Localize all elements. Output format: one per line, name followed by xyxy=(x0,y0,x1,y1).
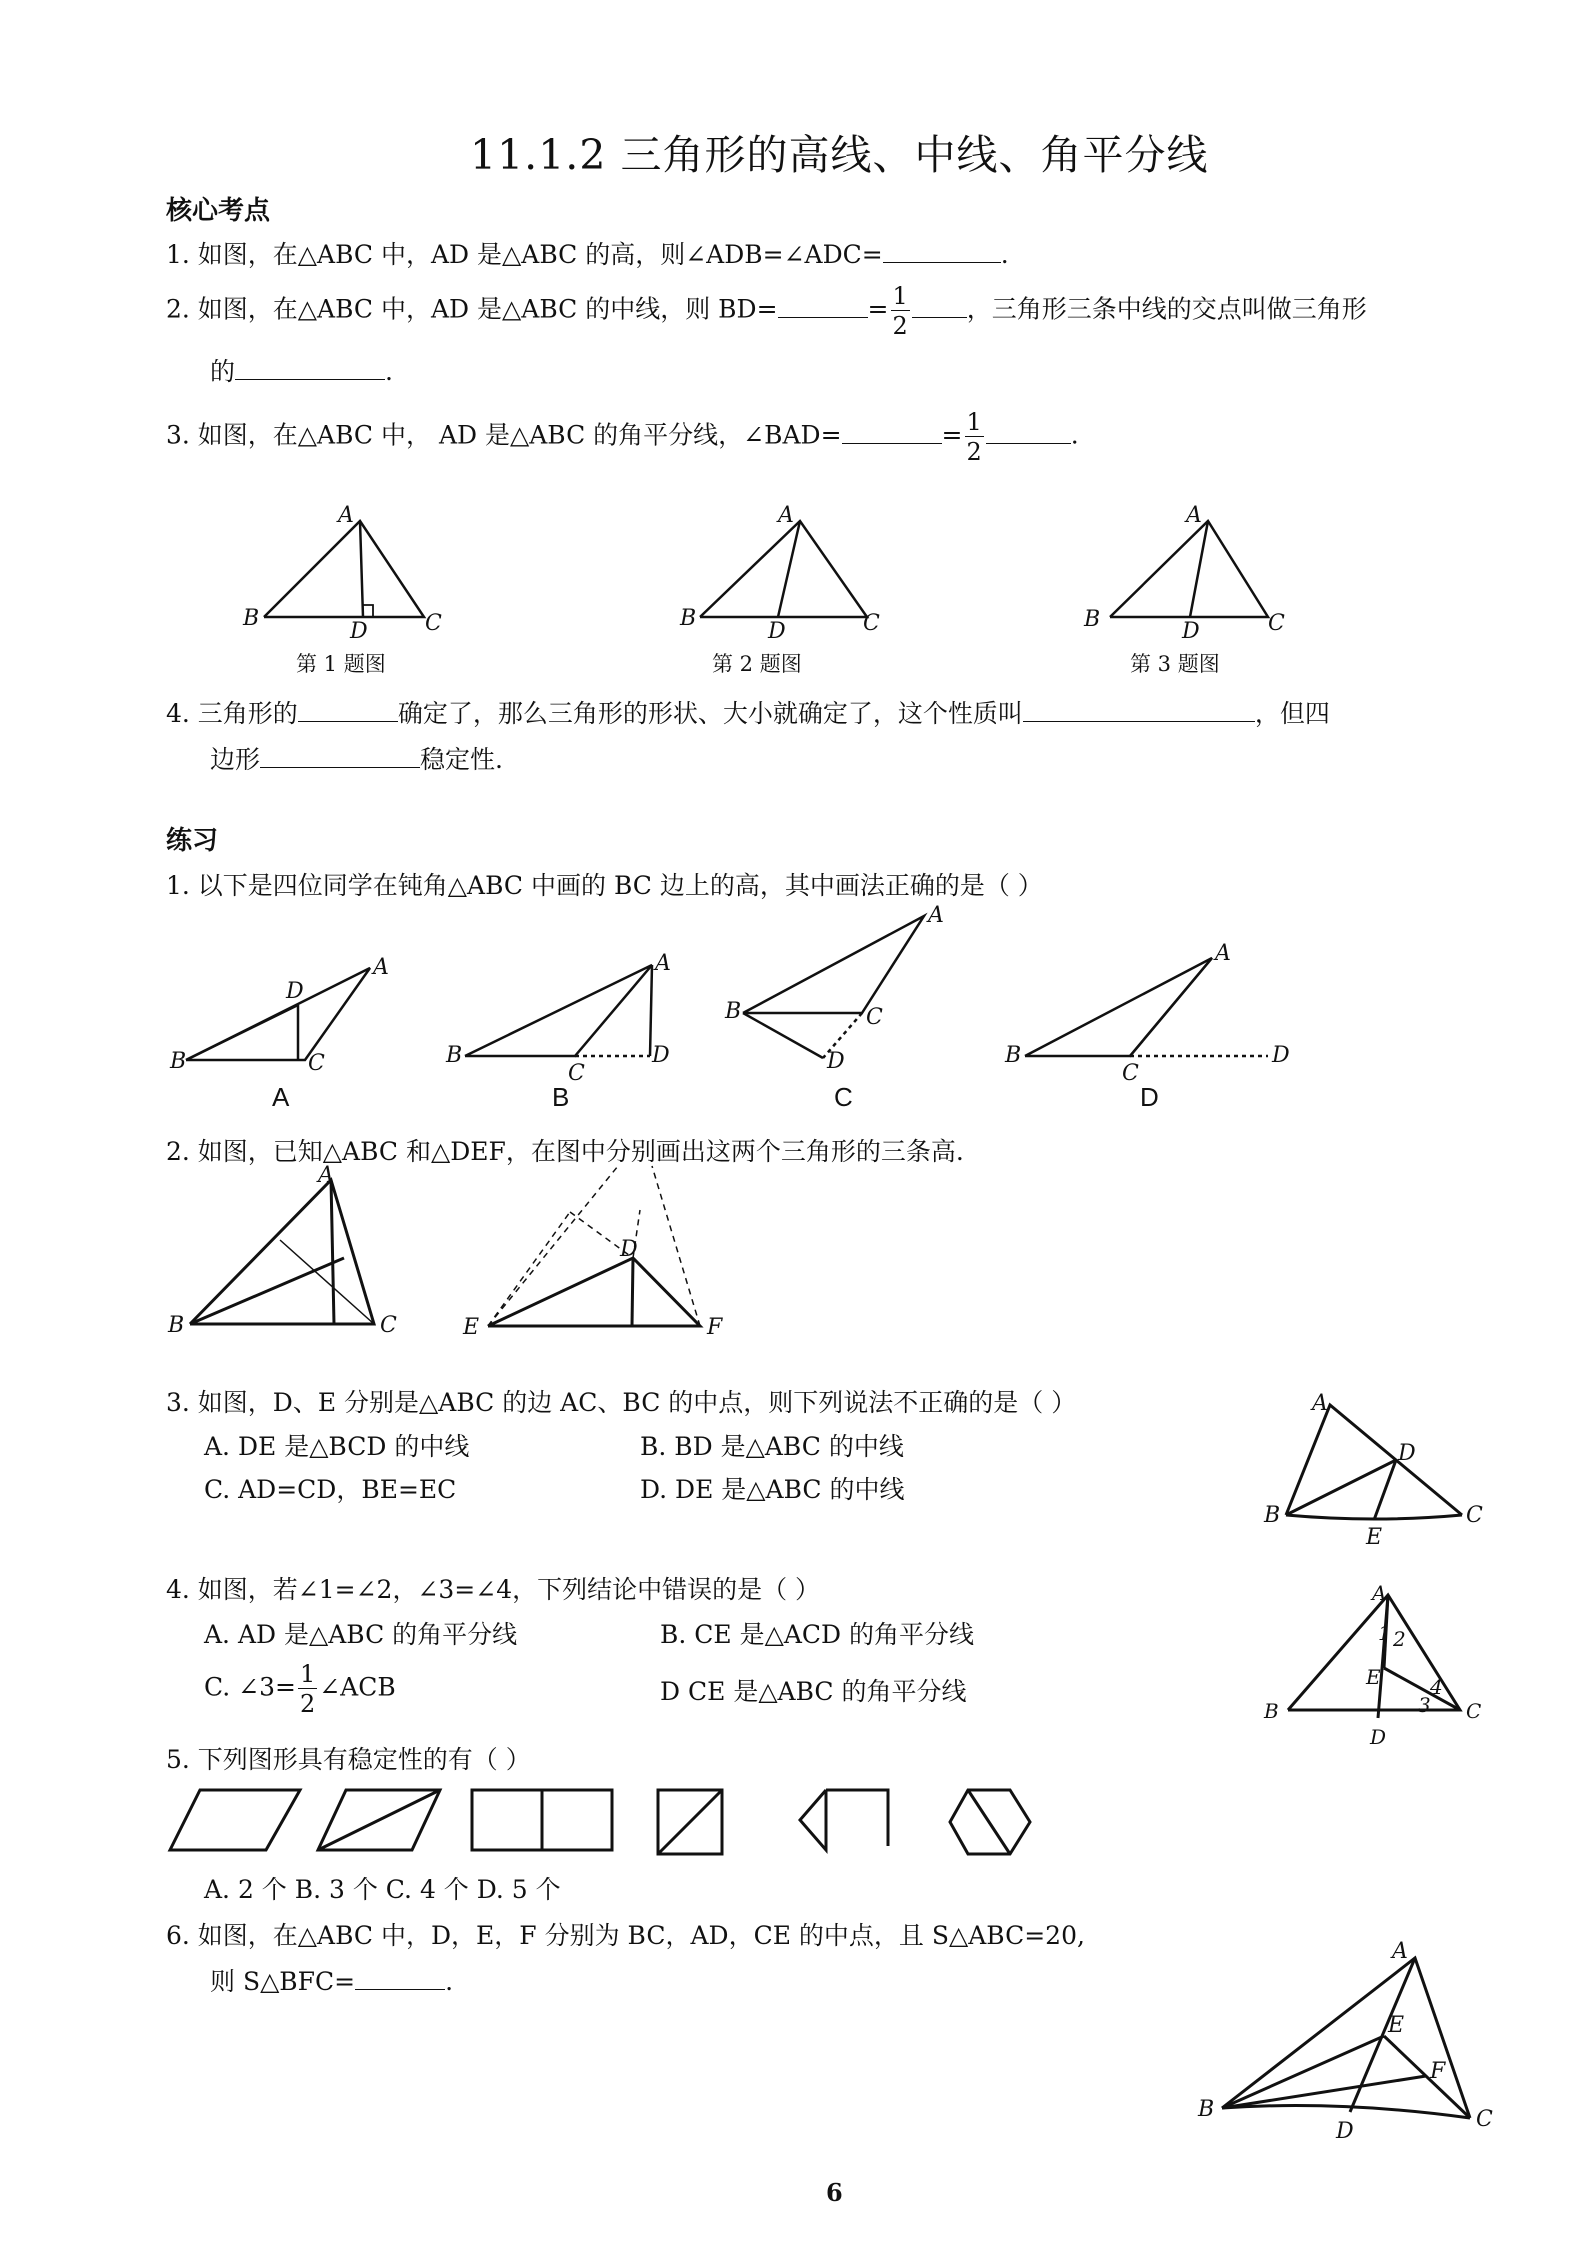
svg-text:E: E xyxy=(463,1315,480,1340)
svg-text:B: B xyxy=(1084,607,1101,632)
svg-text:A: A xyxy=(373,955,389,980)
core-q3-text: 3. 如图，在△ABC 中， AD 是△ABC 的角平分线，∠BAD= xyxy=(166,420,842,450)
practice-q3-option-b[interactable]: B. BD 是△ABC 的中线 xyxy=(640,1432,904,1461)
svg-text:C: C xyxy=(380,1313,397,1338)
svg-text:F: F xyxy=(707,1315,723,1340)
svg-text:C: C xyxy=(863,611,880,636)
practice-q3-option-c[interactable]: C. AD=CD，BE=EC xyxy=(204,1475,457,1504)
svg-text:C: C xyxy=(1268,611,1285,636)
svg-text:D: D xyxy=(1272,1043,1290,1068)
fraction-half: $\frac{1}{2}$ xyxy=(966,408,982,466)
fraction-half: $\frac{1}{2}$ xyxy=(892,282,908,340)
svg-text:C: C xyxy=(1466,1503,1483,1528)
svg-text:4: 4 xyxy=(1430,1675,1443,1699)
page-title: 11.1.2 三角形的高线、中线、角平分线 xyxy=(470,131,1209,179)
svg-text:2: 2 xyxy=(1393,1627,1406,1651)
svg-text:A: A xyxy=(338,503,354,528)
svg-text:F: F xyxy=(1430,2059,1446,2084)
svg-text:C: C xyxy=(1466,1699,1482,1723)
svg-text:A: A xyxy=(928,903,944,928)
svg-text:D: D xyxy=(1398,1441,1416,1466)
practice-q1: 1. 以下是四位同学在钝角△ABC 中画的 BC 边上的高，其中画法正确的是（ ） xyxy=(166,871,1043,900)
practice-q2: 2. 如图，已知△ABC 和△DEF，在图中分别画出这两个三角形的三条高. xyxy=(166,1137,964,1166)
svg-text:A: A xyxy=(1392,1939,1408,1964)
svg-text:E: E xyxy=(1388,2013,1405,2038)
svg-text:B: B xyxy=(1264,1699,1279,1723)
practice-q5-choices: A. 2 个 B. 3 个 C. 4 个 D. 5 个 xyxy=(204,1875,561,1904)
svg-text:C: C xyxy=(1122,1061,1139,1086)
svg-text:B: B xyxy=(1005,1043,1022,1068)
svg-text:D: D xyxy=(350,619,368,644)
svg-text:E: E xyxy=(1366,1665,1381,1689)
svg-text:D: D xyxy=(1336,2119,1354,2144)
core-q2: 2. 如图，在△ABC 中，AD 是△ABC 的中线，则 BD= = $\frac{1}{2}$ ，三角形三条中线的交点叫做三角形 xyxy=(166,282,1367,340)
option-a-label: A xyxy=(272,1082,290,1112)
core-q1-text: 1. 如图，在△ABC 中，AD 是△ABC 的高，则∠ADB=∠ADC= xyxy=(166,240,883,269)
svg-text:1: 1 xyxy=(1378,1621,1391,1645)
svg-text:A: A xyxy=(1312,1391,1328,1416)
svg-text:B: B xyxy=(243,606,260,631)
svg-text:B: B xyxy=(680,606,697,631)
svg-text:B: B xyxy=(170,1049,187,1074)
svg-text:C: C xyxy=(1476,2107,1493,2132)
core-q3: 3. 如图，在△ABC 中， AD 是△ABC 的角平分线，∠BAD= = $\frac{1}{2}$ . xyxy=(166,408,1079,466)
svg-text:D: D xyxy=(827,1049,845,1074)
practice-q3: 3. 如图，D、E 分别是△ABC 的边 AC、BC 的中点，则下列说法不正确的是（ ） xyxy=(166,1388,1077,1417)
svg-text:A: A xyxy=(778,503,794,528)
svg-text:D: D xyxy=(652,1043,670,1068)
practice-q4-option-d[interactable]: D CE 是△ABC 的角平分线 xyxy=(660,1677,967,1706)
fraction-half: $\frac{1}{2}$ xyxy=(299,1660,316,1718)
svg-text:A: A xyxy=(655,951,671,976)
svg-text:D: D xyxy=(1370,1725,1387,1749)
page-number: 6 xyxy=(826,2178,843,2207)
svg-text:D: D xyxy=(286,979,304,1004)
option-c-label: C xyxy=(834,1082,853,1112)
core-q1: 1. 如图，在△ABC 中，AD 是△ABC 的高，则∠ADB=∠ADC= . xyxy=(166,235,1009,271)
svg-text:C: C xyxy=(568,1061,585,1086)
svg-text:D: D xyxy=(620,1237,638,1262)
svg-text:D: D xyxy=(1182,619,1200,644)
svg-text:C: C xyxy=(308,1051,325,1076)
practice-q4-option-b[interactable]: B. CE 是△ACD 的角平分线 xyxy=(660,1620,974,1649)
svg-text:E: E xyxy=(1366,1525,1383,1550)
svg-text:A: A xyxy=(1186,503,1202,528)
option-d-label: D xyxy=(1140,1082,1159,1112)
practice-q4: 4. 如图，若∠1=∠2，∠3=∠4，下列结论中错误的是（ ） xyxy=(166,1575,821,1604)
svg-text:A: A xyxy=(1215,941,1231,966)
svg-text:B: B xyxy=(168,1313,185,1338)
practice-q5: 5. 下列图形具有稳定性的有（ ） xyxy=(166,1745,531,1774)
figure-3-caption: 第 3 题图 xyxy=(1130,652,1220,676)
core-q2-line2: 的 . xyxy=(210,352,393,388)
svg-text:D: D xyxy=(768,619,786,644)
option-b-label: B xyxy=(552,1082,570,1112)
core-q2-text: 2. 如图，在△ABC 中，AD 是△ABC 的中线，则 BD= xyxy=(166,294,778,324)
svg-text:3: 3 xyxy=(1418,1693,1431,1717)
svg-text:A: A xyxy=(1372,1581,1387,1605)
svg-text:B: B xyxy=(725,999,742,1024)
practice-q4-option-a[interactable]: A. AD 是△ABC 的角平分线 xyxy=(204,1620,518,1649)
practice-heading: 练习 xyxy=(166,826,219,856)
practice-q4-option-c[interactable]: C. ∠3= $\frac{1}{2}$ ∠ACB xyxy=(204,1660,396,1718)
figure-1-caption: 第 1 题图 xyxy=(296,652,386,676)
svg-text:A: A xyxy=(318,1163,334,1188)
core-heading: 核心考点 xyxy=(166,196,271,226)
svg-text:B: B xyxy=(446,1043,463,1068)
core-q4-line2: 边形 稳定性. xyxy=(210,740,503,776)
svg-text:C: C xyxy=(866,1005,883,1030)
svg-text:B: B xyxy=(1198,2097,1215,2122)
practice-q6-line2: 则 S△BFC= . xyxy=(210,1962,453,1998)
svg-text:B: B xyxy=(1264,1503,1281,1528)
core-q4: 4. 三角形的 确定了，那么三角形的形状、大小就确定了，这个性质叫 ，但四 xyxy=(166,694,1330,730)
practice-q6-line1: 6. 如图，在△ABC 中，D，E，F 分别为 BC，AD，CE 的中点，且 S△ABC=20, xyxy=(166,1921,1085,1950)
svg-text:C: C xyxy=(425,611,442,636)
practice-q3-option-a[interactable]: A. DE 是△BCD 的中线 xyxy=(204,1432,470,1461)
practice-q3-option-d[interactable]: D. DE 是△ABC 的中线 xyxy=(640,1475,905,1504)
figure-2-caption: 第 2 题图 xyxy=(712,652,802,676)
